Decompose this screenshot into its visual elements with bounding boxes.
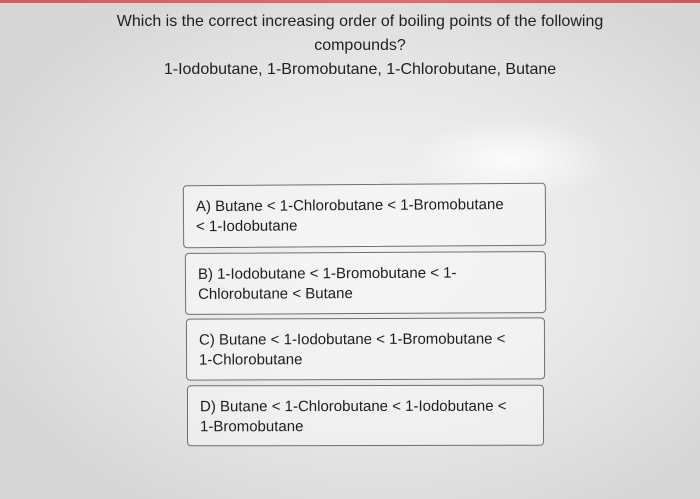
option-a-button[interactable] xyxy=(183,183,546,249)
option-b-button[interactable] xyxy=(185,251,546,315)
option-d-line-2: 1-Bromobutane xyxy=(200,418,304,436)
question-line-2: compounds? xyxy=(314,37,406,54)
option-c-line-1: C) Butane < 1-Iodobutane < 1-Bromobutane < xyxy=(198,330,506,349)
option-c-button[interactable] xyxy=(186,317,545,380)
question-line-3: 1-Iodobutane, 1-Bromobutane, 1-Chlorobutane, Butane xyxy=(163,61,557,78)
question-line-1: Which is the correct increasing order of boiling points of the following xyxy=(116,13,604,30)
option-a-line-2: < 1-Iodobutane xyxy=(196,217,298,236)
option-d-line-1: D) Butane < 1-Chlorobutane < 1-Iodobutane < xyxy=(199,397,507,416)
option-c-line-2: 1-Chlorobutane xyxy=(199,351,303,369)
option-a-line-1: A) Butane < 1-Chlorobutane < 1-Bromobutane xyxy=(195,196,504,216)
option-d-button[interactable] xyxy=(187,385,544,447)
option-b-line-2: Chlorobutane < Butane xyxy=(198,285,353,303)
option-b-line-1: B) 1-Iodobutane < 1-Bromobutane < 1- xyxy=(197,264,457,283)
